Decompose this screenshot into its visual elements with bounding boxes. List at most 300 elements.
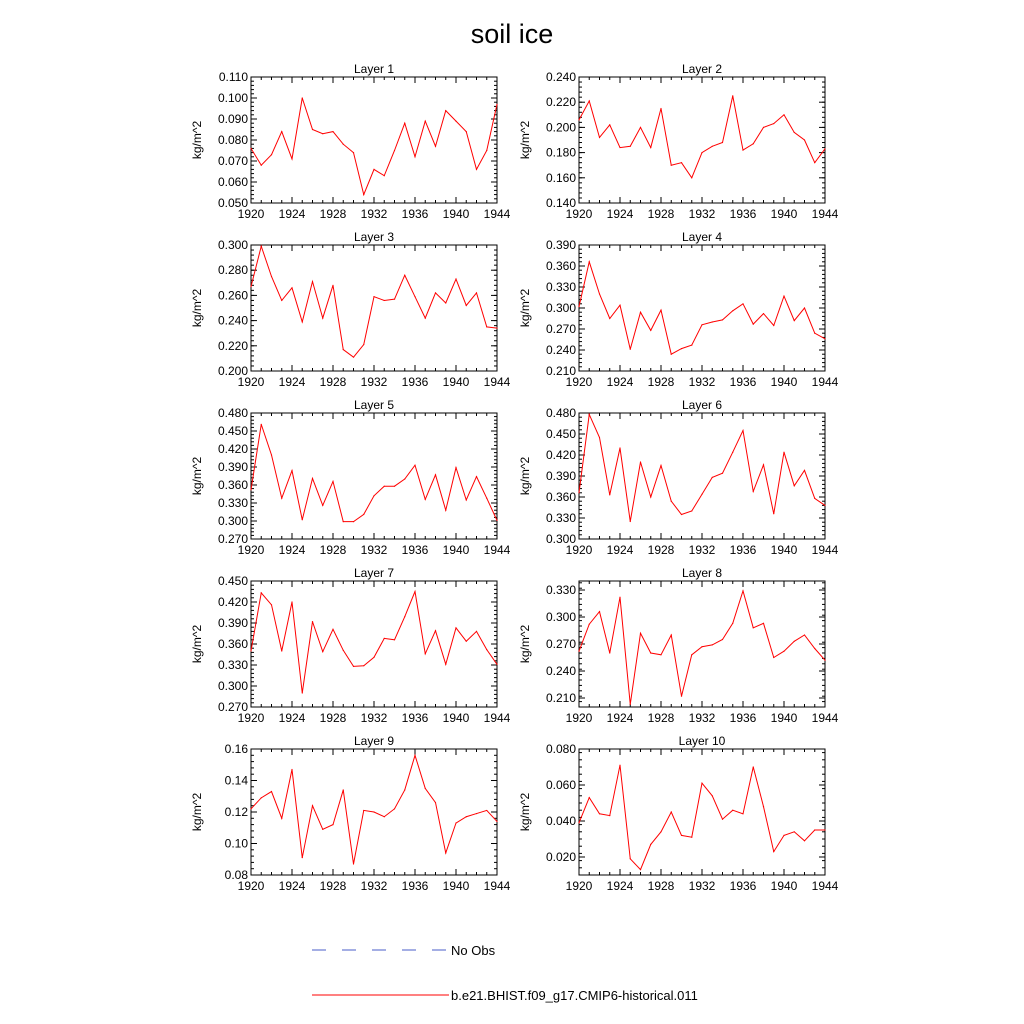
panel-title: Layer 2 — [681, 62, 723, 76]
y-axis-label: kg/m^2 — [190, 456, 204, 496]
data-point — [804, 840, 805, 841]
data-point — [640, 127, 641, 128]
data-point — [466, 499, 467, 500]
data-point — [794, 641, 795, 642]
y-tick-label: 0.200 — [545, 120, 576, 135]
panel-layer-2 — [518, 62, 839, 221]
data-point — [650, 496, 651, 497]
data-point — [763, 127, 764, 128]
panel-layer-9 — [190, 734, 511, 893]
x-tick-label: 1920 — [565, 879, 593, 893]
series-line — [251, 98, 497, 195]
data-point — [794, 320, 795, 321]
data-point — [476, 813, 477, 814]
panel-layer-1 — [190, 62, 511, 221]
x-tick-label: 1944 — [811, 879, 839, 893]
x-tick-label: 1936 — [729, 207, 757, 221]
plot-frame — [579, 77, 825, 203]
data-point — [281, 498, 282, 499]
data-point — [660, 310, 661, 311]
data-point — [425, 121, 426, 122]
data-point — [455, 278, 456, 279]
data-point — [722, 639, 723, 640]
plot-frame — [251, 77, 497, 203]
data-point — [753, 766, 754, 767]
data-point — [281, 818, 282, 819]
y-tick-label: 0.220 — [217, 338, 248, 353]
data-point — [312, 621, 313, 622]
data-point — [445, 852, 446, 853]
legend-entry-model — [312, 988, 698, 1003]
series-line — [579, 765, 825, 869]
plot-frame — [251, 413, 497, 539]
y-tick-label: 0.270 — [545, 637, 576, 651]
data-point — [681, 696, 682, 697]
data-point — [271, 791, 272, 792]
y-tick-label: 0.110 — [218, 70, 248, 84]
data-point — [609, 318, 610, 319]
data-point — [814, 829, 815, 830]
y-tick-label: 0.040 — [545, 814, 576, 828]
legend-label-no-obs: No Obs — [451, 943, 496, 958]
data-point — [373, 495, 374, 496]
series-line — [579, 414, 825, 521]
plot-frame — [579, 581, 825, 707]
y-tick-label: 0.450 — [217, 574, 248, 588]
data-point — [814, 333, 815, 334]
data-point — [589, 624, 590, 625]
data-point — [322, 133, 323, 134]
x-tick-label: 1940 — [770, 879, 798, 893]
x-tick-label: 1932 — [688, 207, 716, 221]
x-tick-label: 1932 — [360, 207, 388, 221]
data-point — [691, 654, 692, 655]
data-point — [261, 424, 262, 425]
y-tick-label: 0.330 — [217, 658, 248, 672]
data-point — [589, 261, 590, 262]
data-point — [773, 513, 774, 514]
x-tick-label: 1936 — [401, 543, 429, 557]
data-point — [261, 165, 262, 166]
data-point — [435, 474, 436, 475]
data-point — [701, 494, 702, 495]
y-tick-label: 0.300 — [545, 610, 576, 624]
data-point — [609, 124, 610, 125]
x-tick-label: 1944 — [811, 543, 839, 557]
x-tick-label: 1940 — [770, 375, 798, 389]
y-axis-label: kg/m^2 — [518, 624, 532, 664]
data-point — [640, 312, 641, 313]
data-point — [804, 307, 805, 308]
data-point — [681, 514, 682, 515]
y-tick-label: 0.160 — [545, 170, 576, 185]
data-point — [660, 108, 661, 109]
y-tick-label: 0.390 — [545, 238, 576, 252]
data-point — [630, 521, 631, 522]
y-tick-label: 0.10 — [224, 836, 248, 851]
x-tick-label: 1924 — [278, 375, 306, 389]
data-point — [486, 498, 487, 499]
data-point — [394, 150, 395, 151]
data-point — [619, 447, 620, 448]
data-point — [640, 633, 641, 634]
data-point — [681, 348, 682, 349]
y-tick-label: 0.260 — [217, 288, 248, 303]
data-point — [363, 514, 364, 515]
data-point — [783, 452, 784, 453]
data-point — [250, 489, 251, 490]
data-point — [425, 788, 426, 789]
data-point — [671, 501, 672, 502]
x-tick-label: 1936 — [729, 879, 757, 893]
data-point — [404, 789, 405, 790]
data-point — [814, 162, 815, 163]
data-point — [332, 481, 333, 482]
data-point — [414, 296, 415, 297]
data-point — [476, 476, 477, 477]
data-point — [281, 300, 282, 301]
data-point — [609, 652, 610, 653]
y-tick-label: 0.16 — [224, 742, 248, 756]
series-line — [251, 246, 497, 357]
data-point — [732, 452, 733, 453]
x-tick-label: 1928 — [647, 711, 675, 725]
data-point — [753, 324, 754, 325]
panel-title: Layer 1 — [353, 62, 395, 76]
data-point — [773, 123, 774, 124]
data-point — [353, 521, 354, 522]
data-point — [404, 275, 405, 276]
x-tick-label: 1928 — [319, 207, 347, 221]
data-point — [742, 813, 743, 814]
data-point — [414, 465, 415, 466]
y-tick-label: 0.420 — [217, 595, 248, 609]
data-point — [578, 492, 579, 493]
data-point — [425, 317, 426, 318]
x-tick-label: 1928 — [647, 879, 675, 893]
x-tick-label: 1928 — [647, 375, 675, 389]
data-point — [455, 822, 456, 823]
data-point — [250, 808, 251, 809]
y-tick-label: 0.450 — [217, 424, 248, 438]
x-tick-label: 1940 — [442, 879, 470, 893]
data-point — [250, 286, 251, 287]
data-point — [404, 478, 405, 479]
data-point — [619, 147, 620, 148]
y-axis-label: kg/m^2 — [518, 120, 532, 160]
x-tick-label: 1944 — [483, 879, 511, 893]
y-tick-label: 0.240 — [545, 343, 576, 357]
y-tick-label: 0.390 — [217, 460, 248, 474]
legend — [312, 943, 698, 1003]
data-point — [712, 146, 713, 147]
y-tick-label: 0.180 — [545, 145, 576, 160]
data-point — [435, 292, 436, 293]
x-tick-label: 1932 — [688, 879, 716, 893]
y-axis-label: kg/m^2 — [518, 792, 532, 832]
data-point — [302, 857, 303, 858]
y-tick-label: 0.240 — [545, 664, 576, 678]
data-point — [701, 646, 702, 647]
data-point — [343, 144, 344, 145]
series-line — [251, 424, 497, 521]
data-point — [394, 486, 395, 487]
x-tick-label: 1920 — [565, 711, 593, 725]
data-point — [425, 499, 426, 500]
data-point — [496, 664, 497, 665]
y-axis-label: kg/m^2 — [518, 288, 532, 328]
x-tick-label: 1924 — [278, 879, 306, 893]
data-point — [414, 755, 415, 756]
data-point — [712, 795, 713, 796]
data-point — [722, 319, 723, 320]
data-point — [312, 281, 313, 282]
y-tick-label: 0.480 — [545, 406, 576, 420]
y-tick-label: 0.200 — [217, 364, 248, 378]
data-point — [394, 299, 395, 300]
x-tick-label: 1928 — [319, 543, 347, 557]
data-point — [630, 858, 631, 859]
x-tick-label: 1932 — [688, 375, 716, 389]
data-point — [496, 104, 497, 105]
data-point — [343, 349, 344, 350]
data-point — [332, 824, 333, 825]
y-tick-label: 0.060 — [545, 778, 576, 792]
data-point — [578, 119, 579, 120]
data-point — [773, 851, 774, 852]
data-point — [578, 306, 579, 307]
data-point — [660, 654, 661, 655]
data-point — [445, 510, 446, 511]
data-point — [650, 330, 651, 331]
x-tick-label: 1940 — [442, 375, 470, 389]
panel-layer-6 — [518, 398, 839, 557]
y-tick-label: 0.330 — [217, 496, 248, 510]
y-tick-label: 0.270 — [217, 532, 248, 546]
data-point — [476, 169, 477, 170]
y-tick-label: 0.300 — [217, 679, 248, 693]
data-point — [261, 797, 262, 798]
data-point — [804, 139, 805, 140]
x-tick-label: 1932 — [360, 879, 388, 893]
panel-layer-5 — [190, 398, 511, 557]
panel-layer-8 — [518, 566, 839, 725]
y-tick-label: 0.330 — [545, 280, 576, 294]
data-point — [763, 623, 764, 624]
data-point — [712, 321, 713, 322]
x-tick-label: 1940 — [442, 711, 470, 725]
figure-title: soil ice — [470, 19, 554, 49]
x-tick-label: 1928 — [319, 879, 347, 893]
y-axis-label: kg/m^2 — [190, 792, 204, 832]
x-tick-label: 1920 — [237, 711, 265, 725]
data-point — [804, 470, 805, 471]
data-point — [363, 194, 364, 195]
data-point — [691, 177, 692, 178]
data-point — [332, 285, 333, 286]
y-tick-label: 0.210 — [545, 691, 576, 705]
x-tick-label: 1932 — [688, 543, 716, 557]
x-tick-label: 1920 — [237, 207, 265, 221]
data-point — [353, 666, 354, 667]
data-point — [343, 521, 344, 522]
plot-frame — [251, 581, 497, 707]
x-tick-label: 1920 — [237, 543, 265, 557]
x-tick-label: 1924 — [278, 711, 306, 725]
y-tick-label: 0.360 — [545, 490, 576, 504]
data-point — [455, 627, 456, 628]
data-point — [824, 660, 825, 661]
data-point — [261, 592, 262, 593]
data-point — [640, 869, 641, 870]
panel-title: Layer 10 — [678, 734, 726, 748]
data-point — [373, 657, 374, 658]
series-line — [579, 262, 825, 354]
y-tick-label: 0.140 — [545, 196, 576, 210]
data-point — [291, 769, 292, 770]
series-line — [251, 755, 497, 864]
data-point — [363, 665, 364, 666]
data-point — [681, 162, 682, 163]
plot-frame — [579, 245, 825, 371]
data-point — [722, 819, 723, 820]
data-point — [650, 652, 651, 653]
data-point — [732, 95, 733, 96]
series-line — [251, 592, 497, 694]
x-tick-label: 1944 — [811, 711, 839, 725]
panel-title: Layer 3 — [353, 230, 395, 244]
data-point — [373, 811, 374, 812]
panel-title: Layer 4 — [681, 230, 723, 244]
data-point — [691, 345, 692, 346]
x-tick-label: 1944 — [811, 375, 839, 389]
x-tick-label: 1932 — [360, 375, 388, 389]
data-point — [394, 639, 395, 640]
y-tick-label: 0.090 — [217, 112, 248, 126]
data-point — [271, 154, 272, 155]
data-point — [404, 616, 405, 617]
panel-layer-10 — [518, 734, 839, 893]
data-point — [322, 317, 323, 318]
data-point — [353, 863, 354, 864]
y-tick-label: 0.390 — [545, 469, 576, 483]
data-point — [763, 313, 764, 314]
panel-title: Layer 8 — [681, 566, 723, 580]
x-tick-label: 1920 — [237, 879, 265, 893]
y-tick-label: 0.08 — [224, 868, 248, 882]
data-point — [804, 634, 805, 635]
data-point — [712, 477, 713, 478]
y-tick-label: 0.420 — [217, 442, 248, 456]
x-tick-label: 1940 — [770, 207, 798, 221]
data-point — [640, 461, 641, 462]
data-point — [773, 657, 774, 658]
x-tick-label: 1936 — [729, 711, 757, 725]
data-point — [271, 454, 272, 455]
x-tick-label: 1920 — [565, 207, 593, 221]
x-tick-label: 1936 — [729, 543, 757, 557]
data-point — [599, 137, 600, 138]
data-point — [476, 631, 477, 632]
data-point — [753, 491, 754, 492]
data-point — [281, 131, 282, 132]
data-point — [332, 131, 333, 132]
data-point — [732, 810, 733, 811]
x-tick-label: 1924 — [606, 879, 634, 893]
x-tick-label: 1940 — [770, 543, 798, 557]
x-tick-label: 1932 — [688, 711, 716, 725]
data-point — [753, 143, 754, 144]
x-tick-label: 1944 — [811, 207, 839, 221]
y-axis-label: kg/m^2 — [518, 456, 532, 496]
data-point — [496, 821, 497, 822]
data-point — [435, 146, 436, 147]
y-tick-label: 0.300 — [217, 238, 248, 252]
data-point — [742, 430, 743, 431]
x-tick-label: 1944 — [483, 207, 511, 221]
data-point — [660, 465, 661, 466]
x-tick-label: 1928 — [319, 375, 347, 389]
y-tick-label: 0.270 — [545, 322, 576, 336]
data-point — [599, 437, 600, 438]
data-point — [824, 338, 825, 339]
y-tick-label: 0.050 — [217, 196, 248, 210]
y-tick-label: 0.300 — [217, 514, 248, 528]
data-point — [763, 464, 764, 465]
data-point — [250, 148, 251, 149]
data-point — [671, 634, 672, 635]
legend-entry-no-obs — [312, 943, 496, 958]
y-tick-label: 0.220 — [545, 95, 576, 110]
y-tick-label: 0.280 — [217, 263, 248, 278]
x-tick-label: 1928 — [647, 207, 675, 221]
y-tick-label: 0.020 — [545, 850, 576, 864]
data-point — [271, 276, 272, 277]
y-tick-label: 0.270 — [217, 700, 248, 714]
data-point — [794, 132, 795, 133]
x-tick-label: 1936 — [401, 711, 429, 725]
data-point — [394, 808, 395, 809]
data-point — [671, 811, 672, 812]
data-point — [312, 478, 313, 479]
y-tick-label: 0.080 — [545, 742, 576, 756]
y-tick-label: 0.14 — [224, 773, 248, 788]
data-point — [783, 651, 784, 652]
data-point — [650, 147, 651, 148]
data-point — [732, 310, 733, 311]
data-point — [783, 114, 784, 115]
data-point — [332, 629, 333, 630]
data-point — [773, 325, 774, 326]
data-point — [486, 810, 487, 811]
data-point — [322, 505, 323, 506]
panel-layer-4 — [518, 230, 839, 389]
data-point — [384, 638, 385, 639]
y-tick-label: 0.450 — [545, 427, 576, 441]
data-point — [486, 150, 487, 151]
x-tick-label: 1928 — [647, 543, 675, 557]
y-axis-label: kg/m^2 — [190, 120, 204, 160]
y-tick-label: 0.300 — [545, 301, 576, 315]
x-tick-label: 1944 — [483, 543, 511, 557]
x-tick-label: 1920 — [237, 375, 265, 389]
data-point — [425, 653, 426, 654]
data-point — [271, 604, 272, 605]
y-tick-label: 0.360 — [217, 637, 248, 651]
series-line — [579, 591, 825, 704]
data-point — [609, 815, 610, 816]
data-point — [384, 300, 385, 301]
